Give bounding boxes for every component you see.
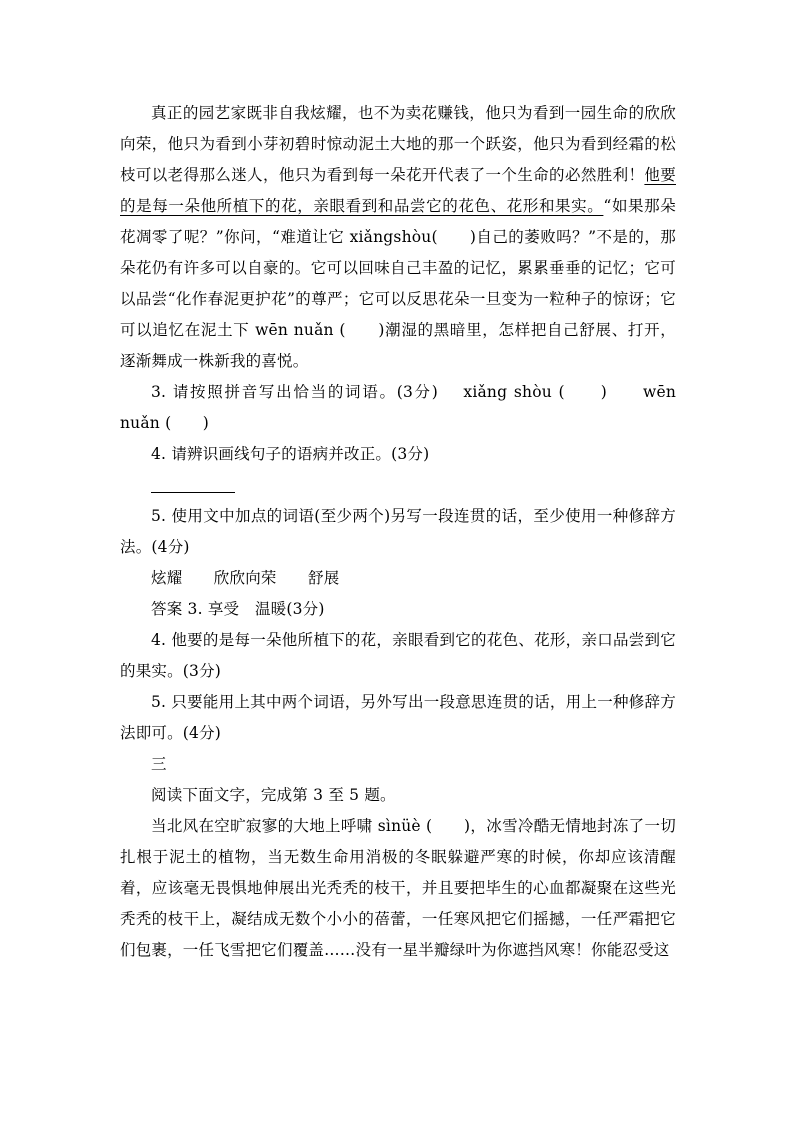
passage-text-part1: 真正的园艺家既非自我炫耀，也不为卖花赚钱，他只为看到一园生命的欣欣向荣，他只为看到小芽初碧时惊动泥土大地的那一个跃姿，他只为看到经霜的松枝可以老得那么迷人，他只为看到每一朵花开代表了一个生命的必然胜利！ bbox=[120, 104, 676, 184]
document-content bbox=[120, 98, 676, 966]
passage-paragraph bbox=[120, 98, 676, 377]
answer-blank-line bbox=[151, 492, 235, 493]
section-passage: 当北风在空旷寂寥的大地上呼啸 sìnüè ( )，冰雪冷酷无情地封冻了一切扎根于泥土的植物，当无数生命用消极的冬眠躲避严寒的时候，你却应该清醒着，应该毫无畏惧地伸展出光秃秃的枝干，并且要把毕生的心血都凝聚在这些光秃秃的枝干上，凝结成无数个小小的蓓蕾，一任寒风把它们摇撼，一任严霜把它们包裹，一任飞雪把它们覆盖……没有一星半瓣绿叶为你遮挡风寒！你能忍受这 bbox=[120, 817, 676, 959]
underlined-sentence: 他要的是每一朵他所植下的花，亲眼看到和品尝它的花色、花形和果实。 bbox=[120, 166, 676, 215]
question-5: 5. 使用文中加点的词语(至少两个)另写一段连贯的话，至少使用一种修辞方法。(4分) bbox=[120, 507, 676, 556]
passage-text-part2: “如果那朵花凋零了呢？”你问，“难道让它 xiǎngshòu( )自己的萎败吗？”不是的，那朵花仍有许多可以自豪的。它可以回味自己丰盈的记忆，累累垂垂的记忆；它可以品尝“化作春泥更护花”的尊严；它可以反思花朵一旦变为一粒种子的惊讶；它可以追忆在泥土下 wēn nuǎn ( )潮湿的黑暗里，怎样把自己舒展、打开，逐渐舞成一株新我的喜悦。 bbox=[120, 197, 676, 370]
answer-4: 4. 他要的是每一朵他所植下的花，亲眼看到它的花色、花形，亲口品尝到它的果实。(3分) bbox=[120, 631, 676, 680]
answer-5: 5. 只要能用上其中两个词语，另外写出一段意思连贯的话，用上一种修辞方法即可。(4分) bbox=[120, 693, 676, 742]
question-3: 3. 请按照拼音写出恰当的词语。(3分) xiǎng shòu ( ) wēn nuǎn ( ) bbox=[120, 383, 676, 432]
section-heading: 三 bbox=[151, 755, 167, 773]
section-instruction: 阅读下面文字，完成第 3 至 5 题。 bbox=[151, 786, 396, 804]
answer-3: 答案 3. 享受 温暖(3分) bbox=[151, 600, 325, 618]
dotted-words: 炫耀 欣欣向荣 舒展 bbox=[151, 569, 340, 587]
question-4: 4. 请辨识画线句子的语病并改正。(3分) bbox=[151, 445, 430, 463]
